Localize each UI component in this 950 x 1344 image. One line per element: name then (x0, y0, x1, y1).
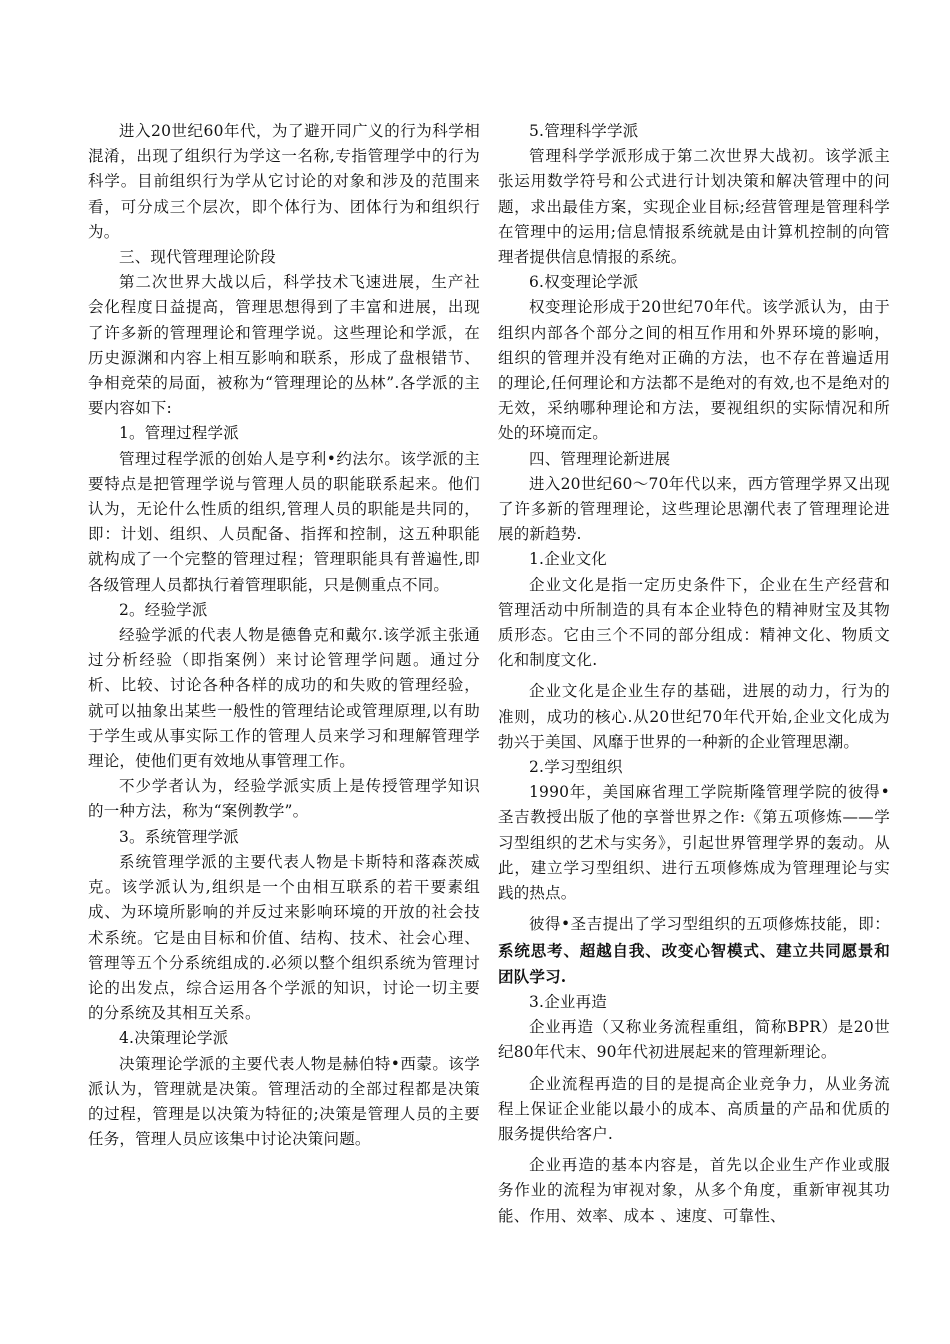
right-column (498, 119, 890, 1229)
paragraph-ob-intro: 进入20世纪60年代，为了避开同广义的行为科学相混淆，出现了组织行为学这一名称,专指管理学中的行为科学。目前组织行为学从它讨论的对象和涉及的范围来看，可分成三个层次，即个体行为、团体行为和组织行为。 (88, 122, 480, 241)
paragraph-modern-management: 第二次世界大战以后，科学技术飞速进展，生产社会化程度日益提高，管理思想得到了丰富和进展，出现了许多新的管理理论和管理学说。这些理论和学派，在历史源渊和内容上相互影响和联系，形成了盘根错节、争相竞荣的局面，被称为“管理理论的丛林”.各学派的主要内容如下: (88, 273, 480, 418)
heading-empirical-school: 2。经验学派 (119, 600, 208, 619)
paragraph-reengineering-content: 企业再造的基本内容是，首先以企业生产作业或服务作业的流程为审视对象，从多个角度，重新审视其功能、作用、效率、成本 、速度、可靠性、 (498, 1156, 890, 1225)
heading-management-science: 5.管理科学学派 (529, 122, 639, 140)
paragraph-process-school: 管理过程学派的创始人是亨利•约法尔。该学派的主要特点是把管理学说与管理人员的职能联系起来。他们认为，无论什么性质的组织,管理人员的职能是共同的，即：计划、组织、人员配备、指挥和控制，这五种职能就构成了一个完整的管理过程；管理职能具有普遍性,即各级管理人员都执行着管理职能，只是侧重点不同。 (88, 449, 480, 594)
paragraph-five-disciplines (498, 912, 890, 990)
heading-contingency-school: 6.权变理论学派 (529, 273, 639, 292)
paragraph-learning-organization: 1990年，美国麻省理工学院斯隆管理学院的彼得•圣吉教授出版了他的享誉世界之作:《第五项修炼——学习型组织的艺术与实务》，引起世界管理学界的轰动。从此，建立学习型组织、进行五项修炼成为管理理论与实践的热点。 (498, 783, 890, 903)
paragraph-systems-school: 系统管理学派的主要代表人物是卡斯特和落森茨威克。该学派认为,组织是一个由相互联系的若干要素组成、为环境所影响的并反过来影响环境的开放的社会技术系统。它是由目标和价值、结构、技术、社会心理、管理等五个分系统组成的.必须以整个组织系统为管理讨论的出发点，综合运用各个学派的知识，讨论一切主要的分系统及其相互关系。 (88, 852, 480, 1023)
heading-modern-management: 三、现代管理理论阶段 (119, 248, 277, 267)
five-disciplines-lead: 彼得•圣吉提出了学习型组织的五项修炼技能，即： (529, 915, 890, 934)
heading-decision-school: 4.决策理论学派 (119, 1029, 229, 1048)
paragraph-corporate-culture-role: 企业文化是企业生存的基础，进展的动力，行为的准则，成功的核心.从20世纪70年代开始,企业文化成为勃兴于美国、风靡于世界的一种新的企业管理思潮。 (498, 682, 890, 751)
paragraph-corporate-culture-def: 企业文化是指一定历史条件下，企业在生产经营和管理活动中所制造的具有本企业特色的精神财宝及其物质形态。它由三个不同的部分组成：精神文化、物质文化和制度文化. (498, 575, 890, 670)
paragraph-reengineering-def: 企业再造（又称业务流程重组，简称BPR）是20世纪80年代末、90年代初进展起来的管理新理论。 (498, 1018, 890, 1062)
heading-new-developments: 四、管理理论新进展 (529, 449, 671, 468)
paragraph-contingency-school: 权变理论形成于20世纪70年代。该学派认为，由于组织内部各个部分之间的相互作用和外界环境的影响，组织的管理并没有绝对正确的方法，也不存在普遍适用的理论,任何理论和方法都不是绝对的有效,也不是绝对的无效，采纳哪种理论和方法，要视组织的实际情况和所处的环境而定。 (498, 298, 890, 443)
paragraph-case-teaching: 不少学者认为，经验学派实质上是传授管理学知识的一种方法，称为“案例教学”。 (88, 777, 480, 821)
paragraph-empirical-school: 经验学派的代表人物是德鲁克和戴尔.该学派主张通过分析经验（即指案例）来讨论管理学问题。通过分析、比较、讨论各种各样的成功的和失败的管理经验，就可以抽象出某些一般性的管理结论或管理原理,以有助于学生或从事实际工作的管理人员来学习和理解管理学理论，使他们更有效地从事管理工作。 (88, 626, 480, 771)
paragraph-management-science: 管理科学学派形成于第二次世界大战初。该学派主张运用数学符号和公式进行计划决策和解决管理中的问题，求出最佳方案，实现企业目标;经营管理是管理科学在管理中的运用;信息情报系统就是由计算机控制的向管理者提供信息情报的系统。 (498, 147, 890, 267)
paragraph-decision-school: 决策理论学派的主要代表人物是赫伯特•西蒙。该学派认为，管理就是决策。管理活动的全部过程都是决策的过程，管理是以决策为特征的;决策是管理人员的主要任务，管理人员应该集中讨论决策问题。 (88, 1054, 480, 1149)
heading-corporate-culture: 1.企业文化 (529, 550, 607, 569)
paragraph-new-developments: 进入20世纪60～70年代以来，西方管理学界又出现了许多新的管理理论，这些理论思潮代表了管理理论进展的新趋势. (498, 474, 890, 544)
heading-systems-school: 3。系统管理学派 (119, 827, 239, 846)
five-disciplines-list: 系统思考、超越自我、改变心智模式、建立共同愿景和团队学习. (498, 940, 890, 986)
paragraph-reengineering-purpose: 企业流程再造的目的是提高企业竞争力，从业务流程上保证企业能以最小的成本、高质量的产品和优质的服务提供给客户. (498, 1074, 890, 1143)
heading-reengineering: 3.企业再造 (529, 992, 607, 1011)
heading-learning-organization: 2.学习型组织 (529, 758, 623, 777)
heading-process-school: 1。管理过程学派 (119, 424, 239, 443)
left-column (88, 119, 480, 1152)
